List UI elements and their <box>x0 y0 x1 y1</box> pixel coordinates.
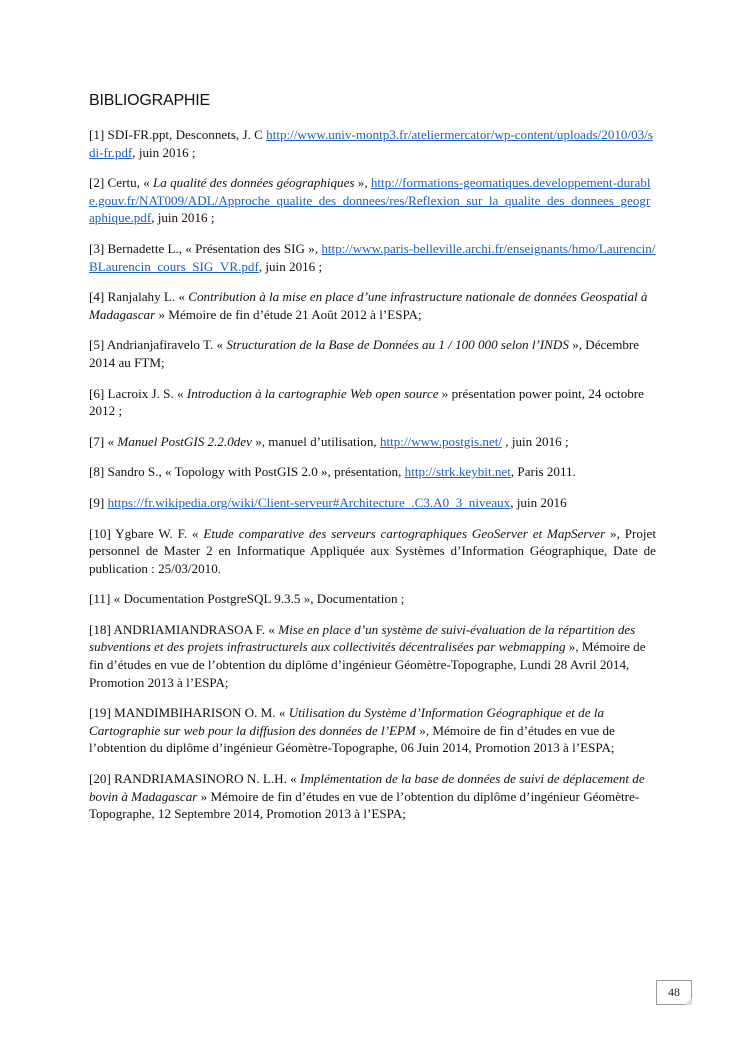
bib-entry-20 <box>89 770 656 823</box>
entry-number: [2] <box>89 175 105 191</box>
entry-link[interactable]: http://www.postgis.net/ <box>379 433 503 449</box>
entry-text-end: , juin 2016 <box>510 494 567 510</box>
entry-text: Andrianjafiravelo T. « <box>104 337 227 353</box>
bib-entry-9 <box>89 494 656 512</box>
bibliography-page <box>89 92 656 836</box>
entry-text: RANDRIAMASINORO N. L.H. « <box>110 771 300 787</box>
entry-text: Ranjalahy L. « <box>104 289 189 305</box>
entry-text: Lacroix J. S. « <box>104 385 187 401</box>
entry-text-mid: », <box>354 175 371 191</box>
bib-entry-6 <box>89 385 656 420</box>
bib-entry-18 <box>89 621 656 691</box>
entry-link[interactable]: http://www.univ-montp3.fr/ateliermercator/wp-content/uploads/2010/03/sdi-fr.pdf <box>89 127 653 160</box>
entry-title: Introduction à la cartographie Web open source <box>186 385 439 401</box>
entry-title: Utilisation du Système d’Information Géographique et de la Cartographie sur web pour la diffusion des données de l’EPM <box>89 705 605 738</box>
entry-text: MANDIMBIHARISON O. M. « <box>110 705 289 721</box>
entry-text-mid: », Mémoire de fin d’études en vue de l’obtention du diplôme d’ingénieur Géomètre-Topographe, Lundi 28 Avril 2014, Promotion 2013 à l’ESPA; <box>89 639 646 690</box>
entry-number: [20] <box>89 771 111 787</box>
entry-title: Mise en place d’un système de suivi-évaluation de la répartition des subventions et des projets infrastructurels aux collectivités décentralisées par webmapping <box>89 621 636 655</box>
entry-text-end: , juin 2016 ; <box>502 433 569 449</box>
bib-entry-4 <box>89 288 656 323</box>
entry-number: [5] <box>89 337 105 353</box>
page-title: BIBLIOGRAPHIE <box>89 92 210 109</box>
entry-text-end: , juin 2016 ; <box>151 210 215 226</box>
entry-title: La qualité des données géographiques <box>153 175 355 191</box>
entry-title: Contribution à la mise en place d’une infrastructure nationale de données Geospatial à Madagascar <box>89 289 648 322</box>
entry-link[interactable]: http://www.paris-belleville.archi.fr/enseignants/hmo/Laurencin/BLaurencin_cours_SIG_VR.pdf <box>89 240 656 274</box>
bib-entry-2 <box>89 174 656 227</box>
entry-title: Etude comparative des serveurs cartographiques GeoServer et MapServer <box>203 525 606 541</box>
entry-text-end: , juin 2016 ; <box>132 144 196 160</box>
bib-entry-8 <box>89 463 656 481</box>
entry-text-mid: » présentation power point, 24 octobre 2012 ; <box>89 385 644 419</box>
bib-entry-3 <box>89 240 656 275</box>
entry-text: « Documentation PostgreSQL 9.3.5 », Documentation ; <box>110 591 405 607</box>
entry-text: Sandro S., « Topology with PostGIS 2.0 », présentation, <box>104 464 405 480</box>
entry-link[interactable]: http://formations-geomatiques.developpement-durable.gouv.fr/NAT009/ADL/Approche_qualite_des_donnees/res/Reflexion_sur_la_qualite_des_donnees_geographique.pdf <box>89 175 651 226</box>
bib-entry-19 <box>89 704 656 757</box>
entry-number: [6] <box>89 385 105 401</box>
entry-title: Structuration de la Base de Données au 1 / 100 000 selon l’INDS <box>226 337 569 353</box>
entry-number: [8] <box>89 464 105 480</box>
entry-number: [4] <box>89 289 105 305</box>
entry-link[interactable]: http://strk.keybit.net <box>404 464 511 480</box>
entry-text: Certu, « <box>104 175 154 191</box>
entry-number: [18] <box>89 621 111 637</box>
entry-text: SDI-FR.ppt, Desconnets, J. C <box>104 127 267 142</box>
page-number-box: 48 <box>656 980 692 1005</box>
entry-number: [19] <box>89 705 111 721</box>
entry-text: Ygbare W. F. « <box>110 525 204 541</box>
entry-text-end: , Paris 2011. <box>510 464 576 480</box>
entry-text-end: , juin 2016 ; <box>258 258 323 274</box>
entry-number: [3] <box>89 240 105 256</box>
entry-number: [11] <box>89 591 111 607</box>
entry-text: « <box>104 433 118 449</box>
entry-text-mid: », Mémoire de fin d’études en vue de l’obtention du diplôme d’ingénieur Géomètre-Topographe, 06 Juin 2014, Promotion 2013 à l’ESPA; <box>89 722 615 756</box>
entry-number: [1] <box>89 127 105 142</box>
bib-entry-5 <box>89 336 656 371</box>
entry-text-mid: », Projet personnel de Master 2 en Informatique Appliquée aux Systèmes d’Information Géographique, Date de publication : 25/03/2010. <box>89 525 656 576</box>
entry-number: [7] <box>89 433 105 449</box>
bib-entry-7 <box>89 433 656 451</box>
entry-title: Manuel PostGIS 2.2.0dev <box>117 433 252 449</box>
entry-text: Bernadette L., « Présentation des SIG », <box>104 240 322 256</box>
bib-entry-1 <box>89 126 656 161</box>
bib-entry-10 <box>89 525 656 578</box>
entry-number: [10] <box>89 525 111 541</box>
entry-text: ANDRIAMIANDRASOA F. « <box>110 621 279 637</box>
entry-text-mid: », Décembre 2014 au FTM; <box>89 337 640 370</box>
entry-title: Implémentation de la base de données de suivi de déplacement de bovin à Madagascar <box>89 771 645 804</box>
entry-link[interactable]: https://fr.wikipedia.org/wiki/Client-serveur#Architecture_.C3.A0_3_niveaux <box>107 494 511 510</box>
entry-text-mid: » Mémoire de fin d’études en vue de l’obtention du diplôme d’ingénieur Géomètre-Topographe, 12 Septembre 2014, Promotion 2013 à l’ESPA; <box>89 788 640 822</box>
entry-text-mid: », manuel d’utilisation, <box>251 433 380 449</box>
bib-entry-11 <box>89 590 656 608</box>
entry-number: [9] <box>89 494 105 510</box>
entry-text-mid: » Mémoire de fin d’étude 21 Août 2012 à l’ESPA; <box>155 306 422 322</box>
